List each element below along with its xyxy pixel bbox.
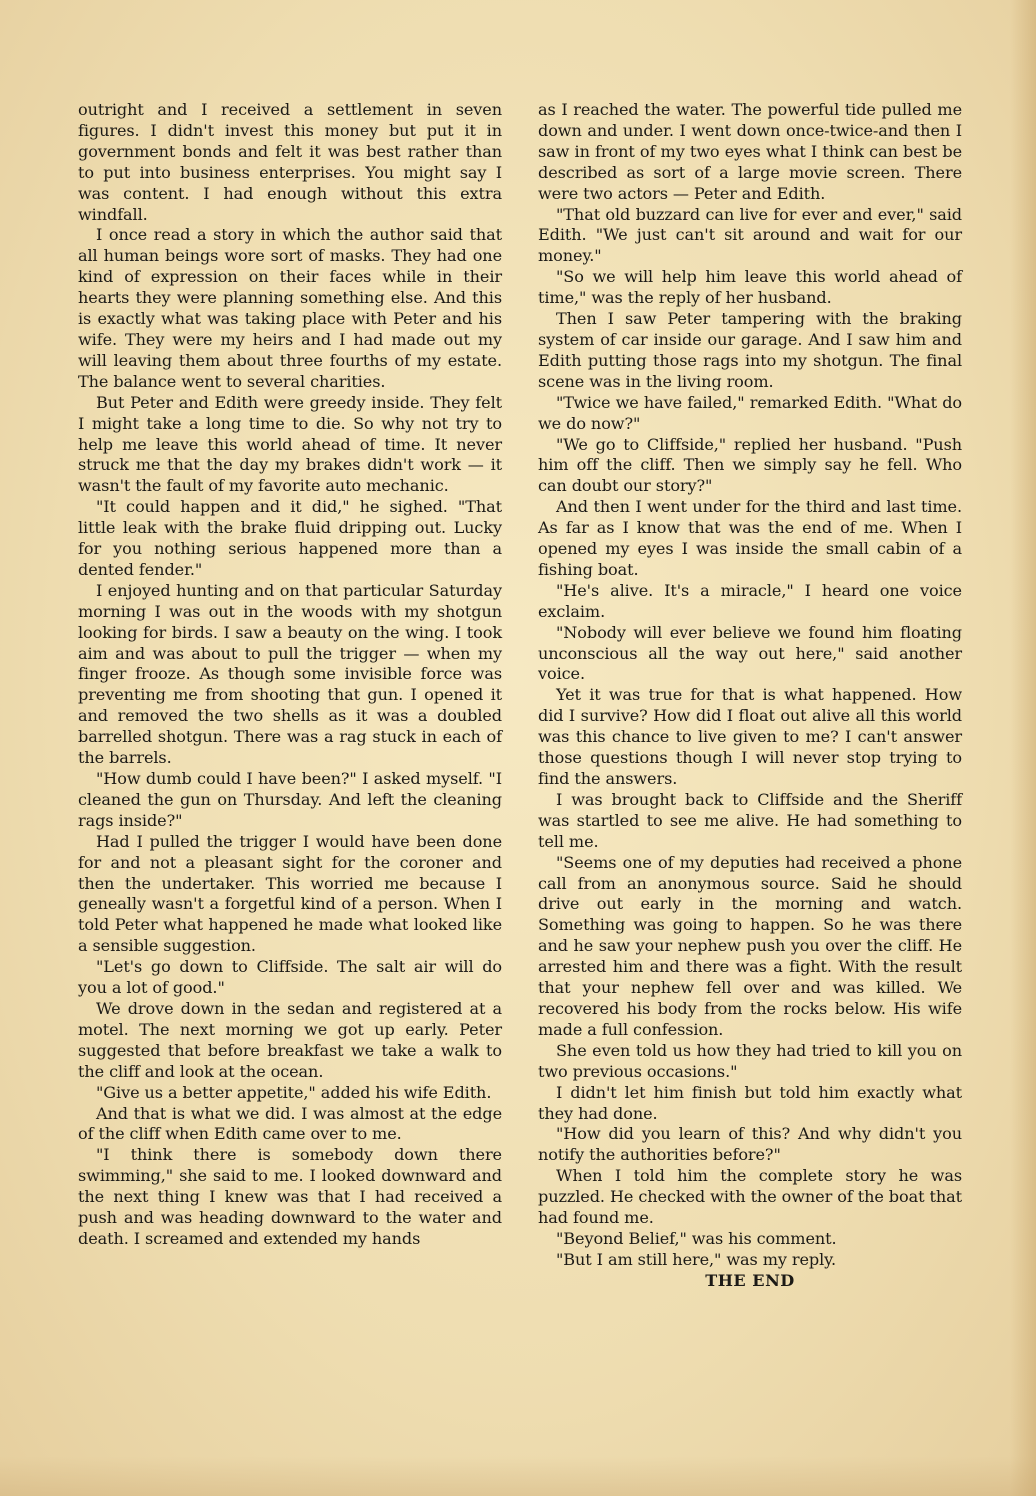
paragraph: "So we will help him leave this world ahead of time," was the reply of her husband.: [538, 267, 962, 308]
left-text-column: [78, 100, 502, 1250]
right-text-column: [538, 100, 962, 1292]
paragraph: "How did you learn of this? And why didn't you notify the authorities before?": [538, 1124, 962, 1165]
paragraph: "It could happen and it did," he sighed. "That little leak with the brake fluid dripping out. Lucky for you nothing serious happened more than a dented fender.": [78, 497, 502, 579]
paragraph: "But I am still here," was my reply.: [556, 1249, 836, 1269]
paragraph: "How dumb could I have been?" I asked myself. "I cleaned the gun on Thursday. And left the cleaning rags inside?": [78, 769, 502, 830]
paragraph: Had I pulled the trigger I would have been done for and not a pleasant sight for the coroner and then the undertaker. This worried me because I geneally wasn't a forgetful kind of a person. When I told Peter what happened he made what looked like a sensible suggestion.: [78, 831, 502, 956]
paragraph: And that is what we did. I was almost at the edge of the cliff when Edith came over to me.: [78, 1103, 502, 1144]
paragraph: And then I went under for the third and last time. As far as I know that was the end of me. When I opened my eyes I was inside the small cabin of a fishing boat.: [538, 497, 962, 579]
paragraph: as I reached the water. The powerful tide pulled me down and under. I went down once-twice-and then I saw in front of my two eyes what I think can best be described as sort of a large movie screen. There were two actors — Peter and Edith.: [538, 100, 962, 203]
paragraph: "I think there is somebody down there swimming," she said to me. I looked downward and the next thing I knew was that I had received a push and was heading downward to the water and death. I screamed and extended my hands: [78, 1145, 502, 1248]
paragraph: Then I saw Peter tampering with the braking system of car inside our garage. And I saw him and Edith putting those rags into my shotgun. The final scene was in the living room.: [538, 309, 962, 391]
paragraph: I once read a story in which the author said that all human beings wore sort of masks. They had one kind of expression on their faces while in their hearts they were planning something else. And this is exactly what was taking place with Peter and his wife. They were my heirs and I had made out my will leaving them about three fourths of my estate. The balance went to several charities.: [78, 225, 502, 391]
paragraph: I didn't let him finish but told him exactly what they had done.: [538, 1082, 962, 1123]
paragraph: "Beyond Belief," was his comment.: [556, 1228, 837, 1248]
paragraph: "Seems one of my deputies had received a phone call from an anonymous source. Said he should drive out early in the morning and watch. Something was going to happen. So he was there and he saw your nephew push you over the cliff. He arrested him and there was a fight. With the result that your nephew fell over and was killed. We recovered his body from the rocks below. His wife made a full confession.: [538, 852, 962, 1039]
paragraph: We drove down in the sedan and registered at a motel. The next morning we got up early. Peter suggested that before breakfast we take a walk to the cliff and look at the ocean.: [78, 998, 502, 1081]
paragraph: "Twice we have failed," remarked Edith. "What do we do now?": [538, 392, 962, 433]
paragraph: "We go to Cliffside," replied her husband. "Push him off the cliff. Then we simply say he fell. Who can doubt our story?": [538, 434, 962, 496]
paragraph: I was brought back to Cliffside and the Sheriff was startled to see me alive. He had something to tell me.: [538, 789, 962, 851]
the-end-heading: THE END: [705, 1270, 795, 1290]
paragraph: She even told us how they had tried to kill you on two previous occasions.": [538, 1040, 962, 1081]
paragraph: "That old buzzard can live for ever and ever," said Edith. "We just can't sit around and wait for our money.": [538, 204, 962, 266]
paragraph: "Let's go down to Cliffside. The salt air will do you a lot of good.": [78, 957, 502, 998]
page-edge-shading: [1010, 0, 1036, 1496]
paragraph: "Give us a better appetite," added his wife Edith.: [96, 1082, 492, 1102]
paragraph: "Nobody will ever believe we found him floating unconscious all the way out here," said another voice.: [538, 622, 962, 684]
page-bottom-shading: [0, 1456, 1036, 1496]
paragraph: But Peter and Edith were greedy inside. They felt I might take a long time to die. So why not try to help me leave this world ahead of time. It never struck me that the day my brakes didn't work — it wasn't the fault of my favorite auto mechanic.: [78, 392, 502, 496]
paragraph: Yet it was true for that is what happened. How did I survive? How did I float out alive all this world was this chance to live given to me? I can't answer those questions though I will never stop trying to find the answers.: [538, 685, 962, 788]
paragraph: When I told him the complete story he was puzzled. He checked with the owner of the boat that had found me.: [538, 1166, 962, 1228]
paragraph: "He's alive. It's a miracle," I heard one voice exclaim.: [538, 580, 962, 621]
paragraph: I enjoyed hunting and on that particular Saturday morning I was out in the woods with my shotgun looking for birds. I saw a beauty on the wing. I took aim and was about to pull the trigger — when my finger frooze. As though some invisible force was preventing me from shooting that gun. I opened it and removed the two shells as it was a doubled barrelled shotgun. There was a rag stuck in each of the barrels.: [78, 580, 502, 768]
paragraph: outright and I received a settlement in seven figures. I didn't invest this money but put it in government bonds and felt it was best rather than to put into business enterprises. You might say I was content. I had enough without this extra windfall.: [78, 100, 502, 224]
